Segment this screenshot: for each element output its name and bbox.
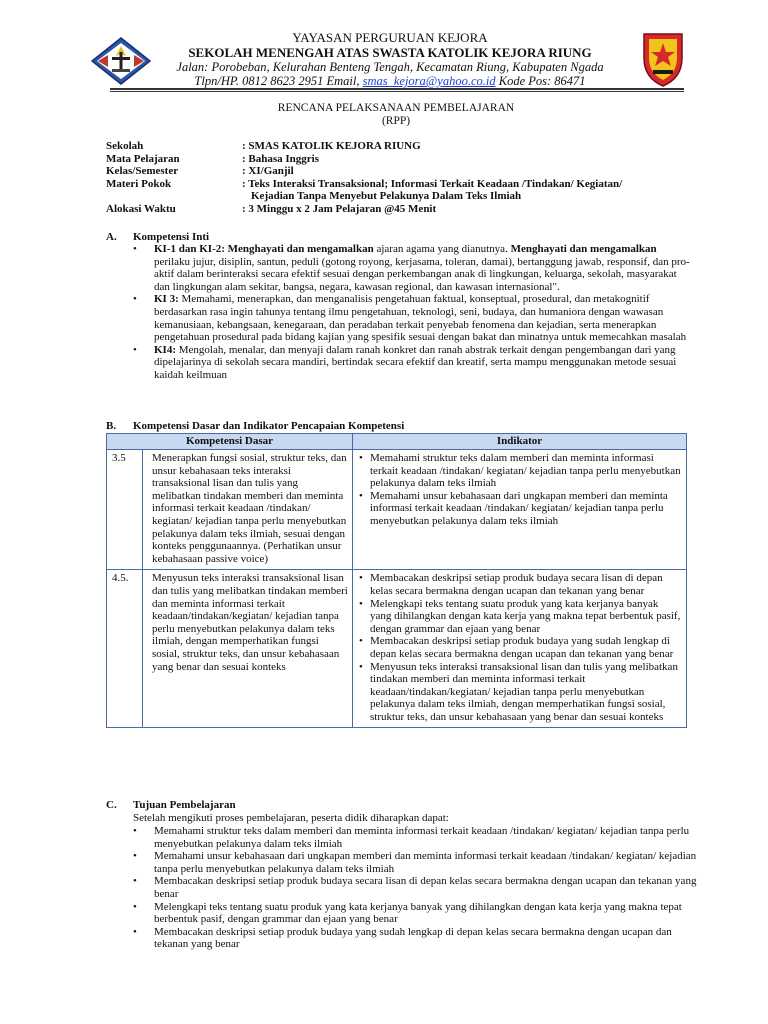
list-item xyxy=(133,344,695,382)
identity-label: Mata Pelajaran xyxy=(106,152,180,165)
objective-text: Membacakan deskripsi setiap produk budaya secara lisan di depan kelas secara bermakna dengan ucapan dan tekanan yang benar xyxy=(154,875,697,900)
objective-text: Melengkapi teks tentang suatu produk yang kata kerjanya banyak yang dihilangkan dengan kata kerja yang makna tepat berbentuk pasif, dengan grammar dan ejaan yang benar xyxy=(154,900,682,926)
list-item xyxy=(133,926,701,951)
ki-bold: KI4: xyxy=(154,343,176,356)
identity-row-subject xyxy=(106,153,706,166)
document-title xyxy=(106,102,686,128)
indicator-item xyxy=(359,572,682,597)
bullet-icon: • xyxy=(133,925,137,938)
school-name: SEKOLAH MENENGAH ATAS SWASTA KATOLIK KEJORA RIUNG xyxy=(188,45,592,60)
indicator-text: Menyusun teks interaksi transaksional lisan dan tulis yang melibatkan tindakan memberi dan meminta informasi terkait keadaan/tindakan/kegiatan/ kejadian tanpa perlu menyebutkan pelakunya dalam teks ilmiah, dengan memperhatikan fungsi sosial, struktur teks, dan unsur kebahasaan yang benar dan sesuai konteks xyxy=(370,660,678,723)
identity-block xyxy=(106,140,706,216)
bullet-icon: • xyxy=(359,635,363,648)
bullet-icon: • xyxy=(359,489,363,502)
identity-label: Alokasi Waktu xyxy=(106,202,176,215)
identity-row-class xyxy=(106,165,706,178)
kd-number: 3.5 xyxy=(107,450,143,570)
section-a-heading xyxy=(106,231,209,244)
objectives-intro: Setelah mengikuti proses pembelajaran, peserta didik diharapkan dapat: xyxy=(133,812,449,824)
indicator-text: Memahami unsur kebahasaan dari ungkapan memberi dan meminta informasi terkait keadaan /tindakan/ kegiatan/ kejadian tanpa perlu menyebutkan pelakunya dalam teks ilmiah xyxy=(370,489,668,527)
section-letter: C. xyxy=(106,799,117,811)
ki-bold: Menghayati dan mengamalkan xyxy=(510,243,657,255)
bullet-icon: • xyxy=(133,900,137,913)
objective-text: Membacakan deskripsi setiap produk budaya yang sudah lengkap di depan kelas secara bermakna dengan ucapan dan tekanan yang benar xyxy=(154,925,672,951)
ki-bold: KI 3: xyxy=(154,293,179,306)
col-header-kd: Kompetensi Dasar xyxy=(107,434,353,450)
list-item xyxy=(133,875,701,900)
list-item xyxy=(133,901,701,926)
section-title: Kompetensi Dasar dan Indikator Pencapaian Kompetensi xyxy=(133,420,405,432)
indicator-item xyxy=(359,452,682,490)
ki-text: perilaku jujur, disiplin, santun, peduli (gotong royong, kerjasama, toleran, damai), bertanggung jawab, responsif, dan pro-aktif dalam berinteraksi secara efektif sesuai dengan perkembangan anak di lingkungan, keluarga, sekolah, masyarakat dan lingkungan alam sekitar, bangsa, negara, kawasan regional, dan kawasan internasional". xyxy=(154,255,690,293)
bullet-icon: • xyxy=(359,452,363,464)
kd-description: Menyusun teks interaksi transaksional lisan dan tulis yang melibatkan tindakan memberi dan meminta informasi terkait keadaan/tindakan/kegiatan/ kejadian tanpa perlu menyebutkan pelakunya dalam teks ilmiah, dengan memperhatikan fungsi sosial, struktur teks, dan unsur kebahasaan yang benar dan sesuai konteks xyxy=(143,570,353,728)
title-sub: (RPP) xyxy=(381,115,411,127)
school-address: Jalan: Porobeban, Kelurahan Benteng Tengah, Kecamatan Riung, Kabupaten Ngada xyxy=(176,60,604,74)
section-letter: B. xyxy=(106,420,117,432)
identity-row-topic xyxy=(106,178,706,203)
list-item xyxy=(133,243,695,293)
identity-label: Materi Pokok xyxy=(106,177,172,190)
objective-text: Memahami struktur teks dalam memberi dan meminta informasi terkait keadaan /tindakan/ kegiatan/ kejadian tanpa perlu menyebutkan pelakunya dalam teks ilmiah xyxy=(154,825,690,850)
school-logo-icon xyxy=(90,36,152,86)
indicator-cell xyxy=(353,570,687,728)
table-row xyxy=(107,570,687,728)
list-item xyxy=(133,825,701,850)
identity-label: Kelas/Semester xyxy=(106,165,179,178)
core-competence-list xyxy=(133,243,695,382)
indicator-text: Melengkapi teks tentang suatu produk yang kata kerjanya banyak yang dihilangkan dengan kata kerja yang makna tepat berbentuk pasif, dengan grammar dan ejaan yang benar xyxy=(370,597,681,635)
identity-value: : 3 Minggu x 2 Jam Pelajaran @45 Menit xyxy=(242,202,437,215)
bullet-icon: • xyxy=(133,343,137,356)
email-link[interactable]: smas_kejora@yahoo.co.id xyxy=(362,74,496,88)
identity-value: : Bahasa Inggris xyxy=(242,152,320,165)
col-header-indicator: Indikator xyxy=(353,434,687,450)
regency-crest-icon xyxy=(638,28,688,88)
table-header-row xyxy=(107,434,687,450)
indicator-item xyxy=(359,598,682,636)
identity-value: : Teks Interaksi Transaksional; Informasi Terkait Keadaan /Tindakan/ Kegiatan/ xyxy=(242,177,623,190)
indicator-text: Memahami struktur teks dalam memberi dan meminta informasi terkait keadaan /tindakan/ kegiatan/ kejadian tanpa perlu menyebutkan pelakunya dalam teks ilmiah xyxy=(370,452,681,490)
bullet-icon: • xyxy=(359,572,363,585)
section-letter: A. xyxy=(106,231,117,243)
section-b-heading xyxy=(106,420,404,433)
letterhead xyxy=(90,28,690,94)
bullet-icon: • xyxy=(133,850,137,863)
indicator-text: Membacakan deskripsi setiap produk budaya secara lisan di depan kelas secara bermakna dengan ucapan dan tekanan yang benar xyxy=(370,572,663,597)
section-title: Tujuan Pembelajaran xyxy=(133,799,236,811)
identity-value-cont: Kejadian Tanpa Menyebut Pelakunya Dalam Teks Ilmiah xyxy=(251,190,522,203)
indicator-item xyxy=(359,635,682,660)
indicator-item xyxy=(359,490,682,528)
kd-number: 4.5. xyxy=(107,570,143,728)
objectives-list xyxy=(133,825,701,951)
objective-text: Memahami unsur kebahasaan dari ungkapan memberi dan meminta informasi terkait keadaan /tindakan/ kegiatan/ kejadian tanpa perlu menyebutkan pelakunya dalam teks ilmiah xyxy=(154,850,697,875)
bullet-icon: • xyxy=(133,243,137,255)
list-item xyxy=(133,293,695,343)
kd-description: Menerapkan fungsi sosial, struktur teks, dan unsur kebahasaan teks interaksi transaksional lisan dan tulis yang melibatkan tindakan memberi dan meminta informasi terkait keadaan /tindakan/ kegiatan/ kejadian tanpa perlu menyebutkan pelakunya dalam teks ilmiah, sesuai dengan konteks penggunaannya. (Perhatikan unsur kebahasaan passive voice) xyxy=(143,450,353,570)
ki-text: Memahami, menerapkan, dan menganalisis pengetahuan faktual, konseptual, prosedural, dan metakognitif berdasarkan rasa ingin tahunya tentang ilmu pengetahuan, teknologi, seni, budaya, dan humaniora dengan wawasan kemanusiaan, kebangsaan, kenegaraan, dan peradaban terkait penyebab fenomena dan kejadian, serta menerapkan pengetahuan prosedural pada bidang kajian yang spesifik sesuai dengan bakat dan minatnya untuk memecahkan masalah xyxy=(154,293,687,344)
school-contact xyxy=(155,74,625,88)
identity-row-time xyxy=(106,203,706,216)
title-main: RENCANA PELAKSANAAN PEMBELAJARAN xyxy=(277,102,515,114)
letterhead-rule-thin xyxy=(110,91,684,92)
list-item xyxy=(133,850,701,875)
identity-label: Sekolah xyxy=(106,140,144,152)
section-title: Kompetensi Inti xyxy=(133,231,210,243)
bullet-icon: • xyxy=(133,825,137,837)
identity-value: : SMAS KATOLIK KEJORA RIUNG xyxy=(242,140,421,152)
ki-bold: KI-1 dan KI-2: Menghayati dan mengamalkan xyxy=(154,243,374,255)
identity-row-school xyxy=(106,140,706,153)
identity-value: : XI/Ganjil xyxy=(242,165,294,178)
indicator-cell xyxy=(353,450,687,570)
indicator-item xyxy=(359,661,682,724)
foundation-name: YAYASAN PERGURUAN KEJORA xyxy=(292,30,488,45)
ki-text: ajaran agama yang dianutnya. xyxy=(373,243,511,255)
bullet-icon: • xyxy=(359,597,363,610)
contact-phone: Tlpn/HP. 0812 8623 2951 Email, xyxy=(194,74,363,88)
ki-text: Mengolah, menalar, dan menyaji dalam ranah konkret dan ranah abstrak terkait dengan pengembangan dari yang dipelajarinya di sekolah secara mandiri, bertindak secara efektif dan kreatif, serta mampu menggunakan metode sesuai kaidah keilmuan xyxy=(154,343,677,381)
postal-code: Kode Pos: 86471 xyxy=(495,74,586,88)
bullet-icon: • xyxy=(133,293,137,306)
bullet-icon: • xyxy=(359,660,363,673)
section-c-heading xyxy=(106,799,236,812)
competence-table xyxy=(106,433,687,728)
bullet-icon: • xyxy=(133,875,137,888)
indicator-text: Membacakan deskripsi setiap produk budaya yang sudah lengkap di depan kelas secara bermakna dengan ucapan dan tekanan yang benar xyxy=(370,635,674,660)
letterhead-rule xyxy=(110,88,684,90)
table-row xyxy=(107,450,687,570)
